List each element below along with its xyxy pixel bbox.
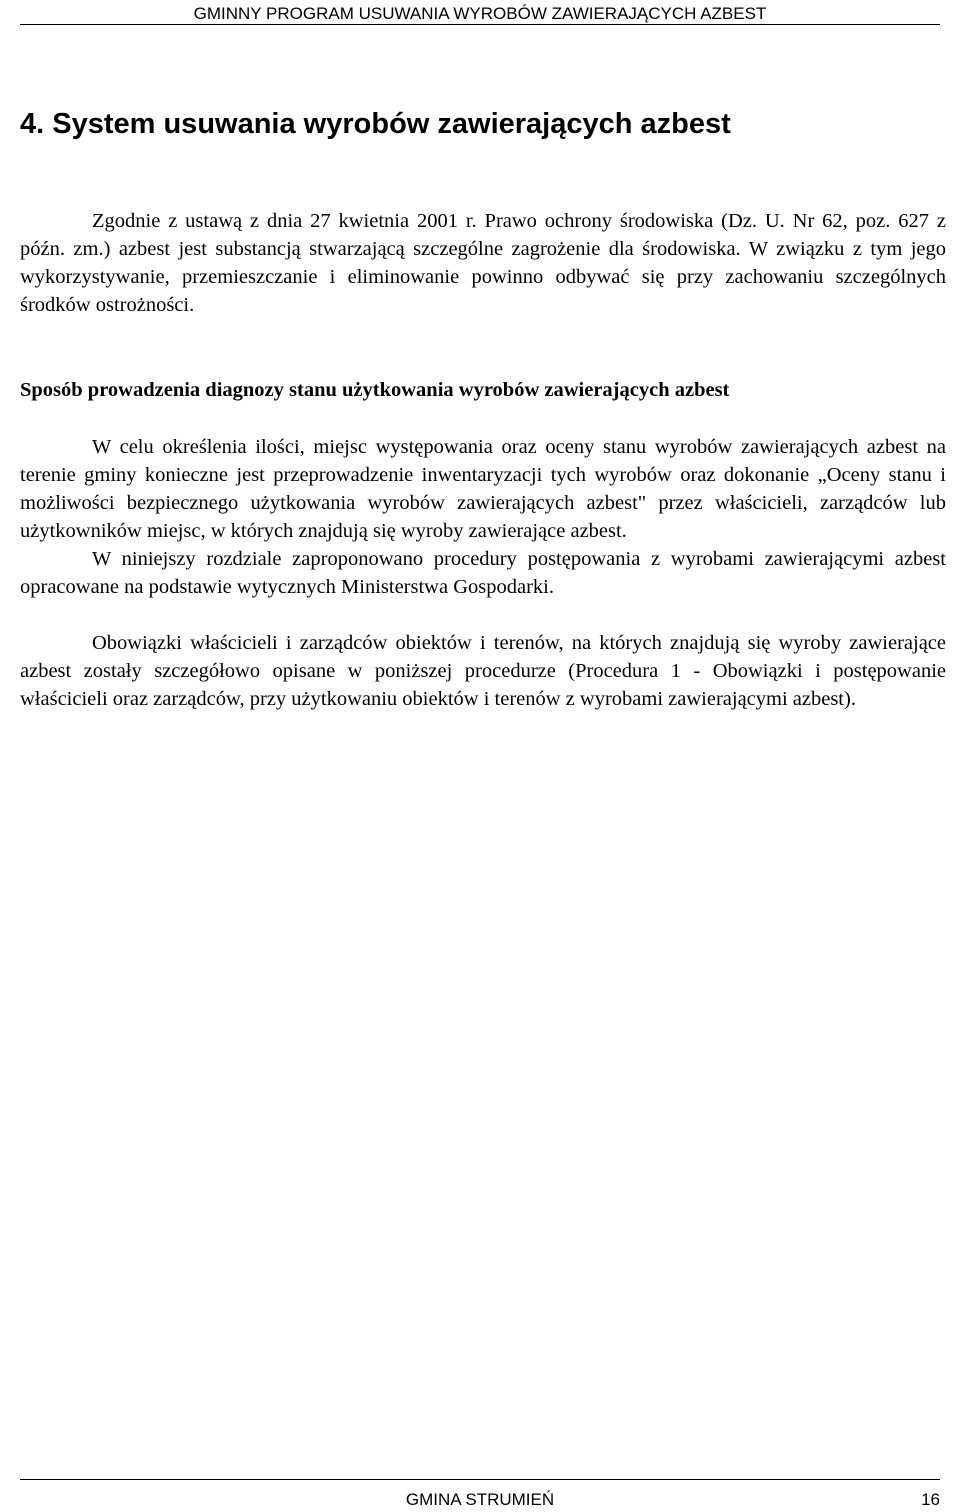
section-heading: Sposób prowadzenia diagnozy stanu użytkowania wyrobów zawierających azbest [20, 379, 730, 401]
chapter-title: 4. System usuwania wyrobów zawierających azbest [20, 108, 731, 140]
section-paragraph-2: W niniejszy rozdziale zaproponowano procedury postępowania z wyrobami zawierającymi azbest opracowane na podstawie wytycznych Ministerstwa Gospodarki. [20, 548, 946, 598]
intro-block [20, 207, 946, 319]
intro-paragraph: Zgodnie z ustawą z dnia 27 kwietnia 2001 r. Prawo ochrony środowiska (Dz. U. Nr 62, poz. 627 z późn. zm.) azbest jest substancją stwarzającą szczególne zagrożenie dla środowiska. W związku z tym jego wykorzystywanie, przemieszczanie i eliminowanie powinno odbywać się przy zachowaniu szczególnych środków ostrożności. [20, 210, 946, 316]
page-footer [20, 1479, 940, 1512]
section-paragraph-1: W celu określenia ilości, miejsc występowania oraz oceny stanu wyrobów zawierających azbest na terenie gminy konieczne jest przeprowadzenie inwentaryzacji tych wyrobów oraz dokonanie „Oceny stanu i możliwości bezpiecznego użytkowania wyrobów zawierających azbest" przez właścicieli, zarządców lub użytkowników miejsc, w których znajdują się wyroby zawierające azbest. [20, 436, 946, 542]
page-number: 16 [921, 1490, 940, 1509]
section-body [20, 433, 946, 713]
section-paragraph-3: Obowiązki właścicieli i zarządców obiektów i terenów, na których znajdują się wyroby zawierające azbest zostały szczegółowo opisane w poniższej procedurze (Procedura 1 - Obowiązki i postępowanie właścicieli oraz zarządców, przy użytkowaniu obiektów i terenów z wyrobami zawierającymi azbest). [20, 632, 946, 710]
footer-text: GMINA STRUMIEŃ [405, 1490, 555, 1509]
running-header [20, 0, 940, 25]
running-header-title: GMINNY PROGRAM USUWANIA WYROBÓW ZAWIERAJĄCYCH AZBEST [193, 4, 767, 23]
